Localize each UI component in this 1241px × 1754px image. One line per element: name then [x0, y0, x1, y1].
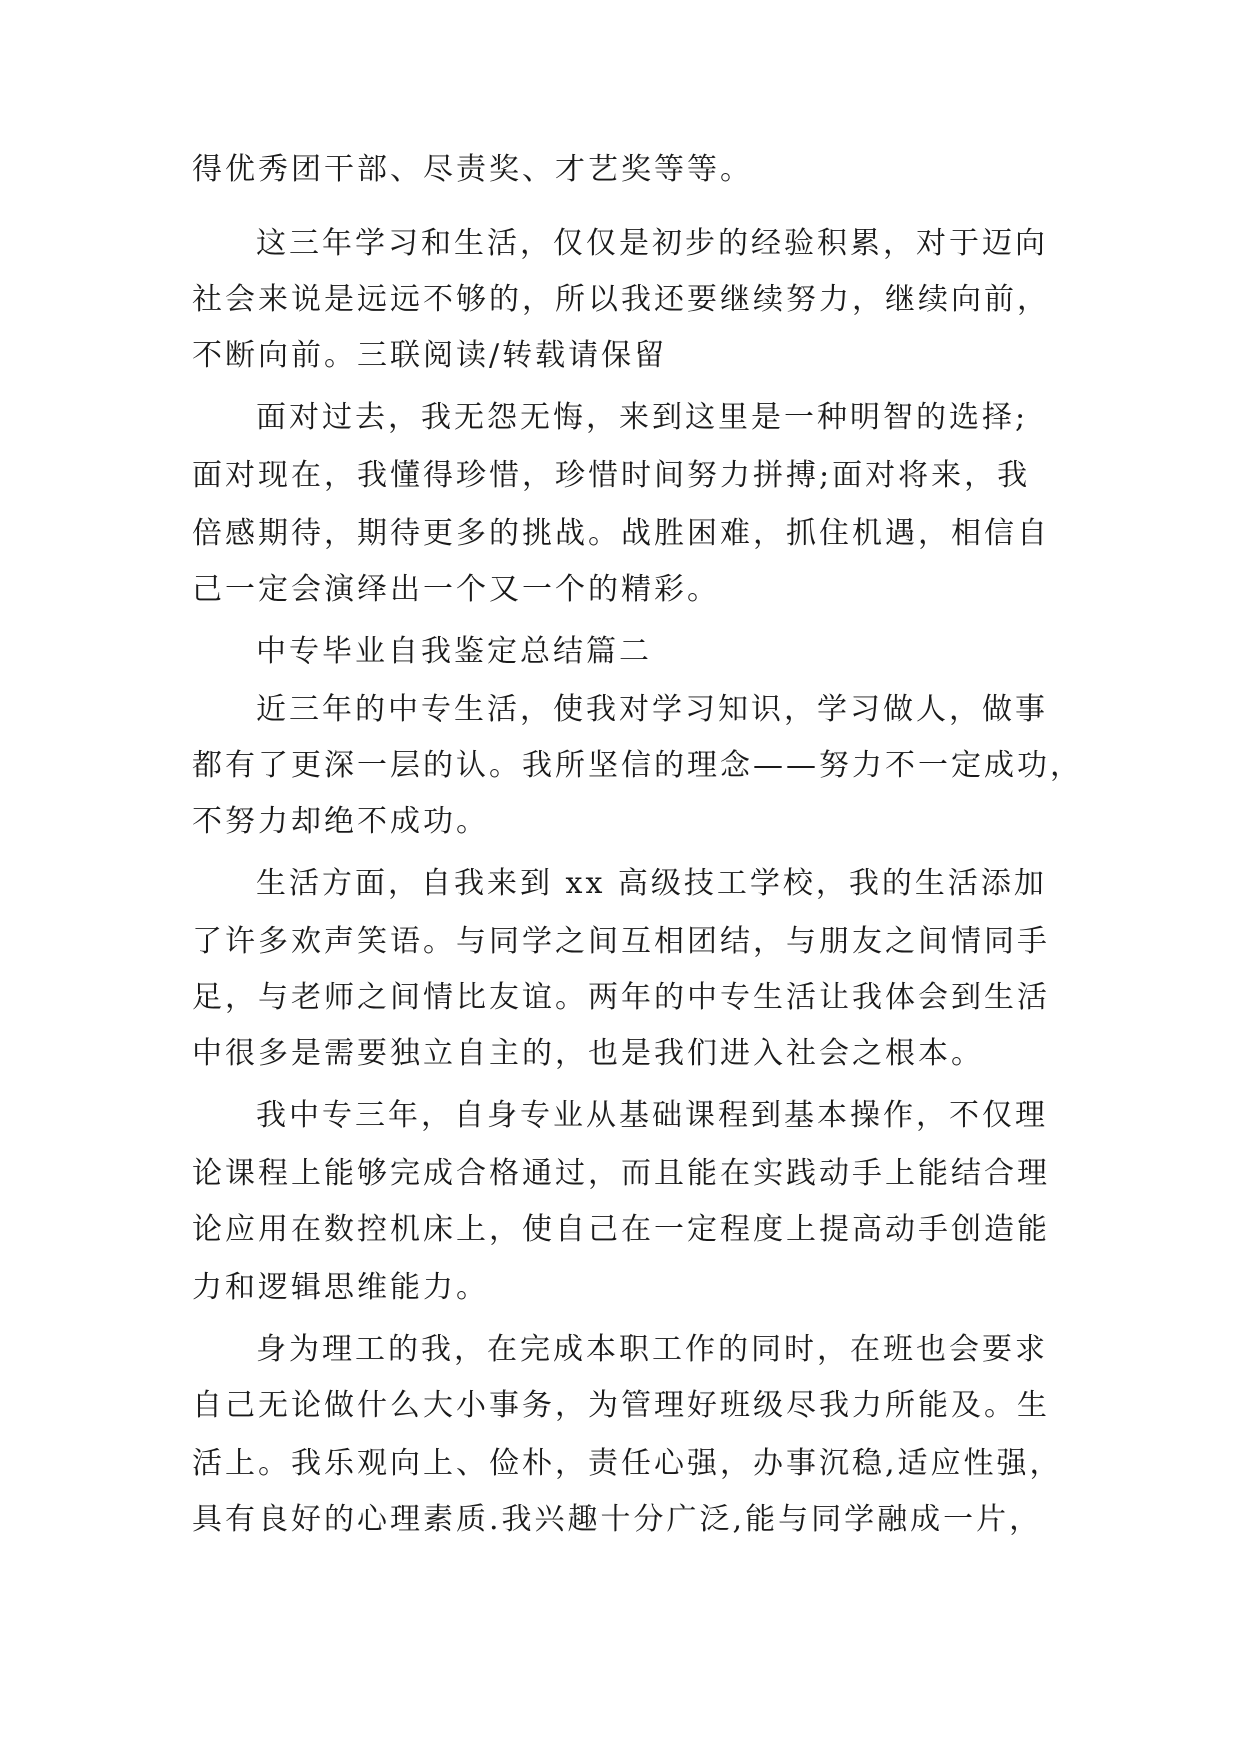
text-line: 生活方面，自我来到 xx 高级技工学校，我的生活添加	[256, 866, 1047, 901]
text-line: 了许多欢声笑语。与同学之间互相团结，与朋友之间情同手	[192, 924, 1050, 959]
text-line: 不努力却绝不成功。	[192, 804, 489, 839]
text-line: 面对过去，我无怨无悔，来到这里是一种明智的选择;	[256, 400, 1029, 435]
text-line: 都有了更深一层的认。我所坚信的理念——努力不一定成功，	[192, 748, 1083, 783]
text-line: 这三年学习和生活，仅仅是初步的经验积累，对于迈向	[256, 226, 1048, 261]
text-line: 力和逻辑思维能力。	[192, 1270, 489, 1305]
text-line: 中很多是需要独立自主的，也是我们进入社会之根本。	[192, 1036, 984, 1071]
text-line: 面对现在，我懂得珍惜，珍惜时间努力拼搏;面对将来，我	[192, 458, 1031, 493]
text-line: 具有良好的心理素质.我兴趣十分广泛,能与同学融成一片，	[192, 1502, 1043, 1537]
text-line: 不断向前。三联阅读/转载请保留	[192, 338, 668, 373]
text-line: 社会来说是远远不够的，所以我还要继续努力，继续向前，	[192, 282, 1050, 317]
text-line: 身为理工的我，在完成本职工作的同时，在班也会要求	[256, 1332, 1048, 1367]
text-line: 论课程上能够完成合格通过，而且能在实践动手上能结合理	[192, 1156, 1050, 1191]
section-heading: 中专毕业自我鉴定总结篇二	[256, 634, 652, 669]
text-line: 我中专三年，自身专业从基础课程到基本操作，不仅理	[256, 1098, 1048, 1133]
text-line: 倍感期待，期待更多的挑战。战胜困难，抓住机遇，相信自	[192, 516, 1050, 551]
text-line: 活上。我乐观向上、俭朴，责任心强，办事沉稳,适应性强，	[192, 1446, 1063, 1481]
text-line: 己一定会演绎出一个又一个的精彩。	[192, 572, 720, 607]
text-line: 论应用在数控机床上，使自己在一定程度上提高动手创造能	[192, 1212, 1050, 1247]
text-line: 得优秀团干部、尽责奖、才艺奖等等。	[192, 152, 753, 187]
text-line: 足，与老师之间情比友谊。两年的中专生活让我体会到生活	[192, 980, 1050, 1015]
text-line: 自己无论做什么大小事务，为管理好班级尽我力所能及。生	[192, 1388, 1050, 1423]
text-line: 近三年的中专生活，使我对学习知识，学习做人，做事	[256, 692, 1048, 727]
